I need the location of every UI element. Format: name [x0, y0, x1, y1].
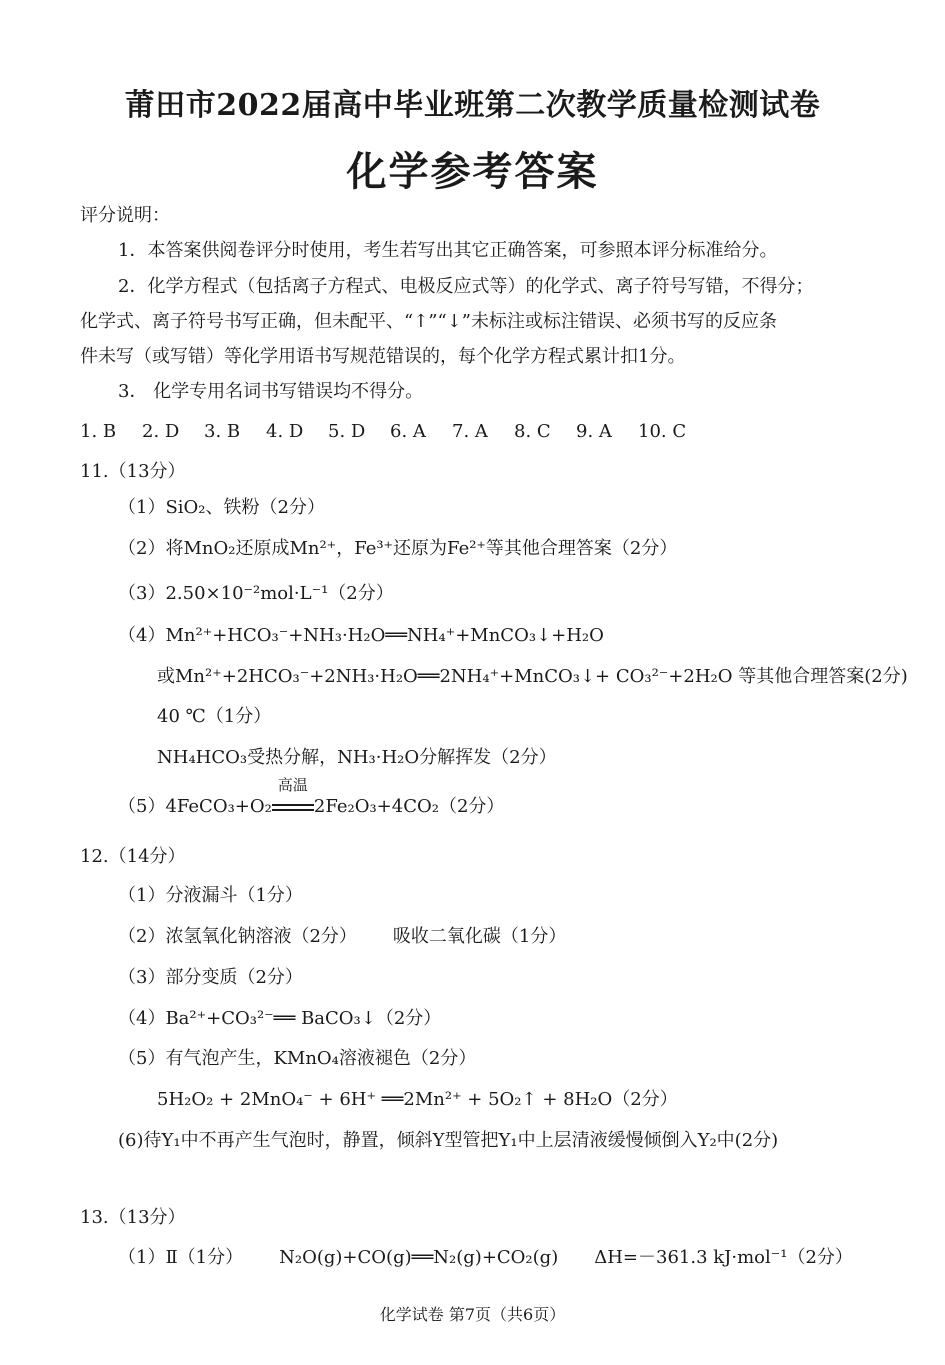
- reaction-condition: [272, 776, 314, 819]
- equals-sign: [272, 804, 314, 811]
- q11-answer-4-alt: 或Mn²⁺+2HCO₃⁻+2NH₃·H₂O══2NH₄⁺+MnCO₃↓+ CO₃²⁻+2H₂O 等其他合理答案(2分): [157, 666, 908, 687]
- q12-answer-2b: 吸收二氧化碳（1分）: [392, 926, 567, 947]
- page-subtitle: 化学参考答案: [346, 148, 599, 195]
- choice-answer: 10. C: [638, 421, 687, 442]
- choice-answer: 8. C: [514, 421, 551, 442]
- q12-answer-2a: （2）浓氢氧化钠溶液（2分）: [118, 926, 357, 947]
- choice-answer: 9. A: [576, 421, 612, 442]
- q11-answer-2: （2）将MnO₂还原成Mn²⁺，Fe³⁺还原为Fe²⁺等其他合理答案（2分）: [118, 538, 678, 559]
- equation-right: 2Fe₂O₃+4CO₂（2分）: [313, 796, 505, 817]
- q11-heading: 11.（13分）: [80, 461, 186, 482]
- page-title: 莆田市2022届高中毕业班第二次教学质量检测试卷: [124, 88, 821, 123]
- q12-answer-5: （5）有气泡产生，KMnO₄溶液褪色（2分）: [118, 1048, 477, 1069]
- condition-label: 高温: [277, 776, 308, 794]
- choice-answer: 5. D: [328, 421, 366, 442]
- q11-answer-3: （3）2.50×10⁻²mol·L⁻¹（2分）: [118, 583, 394, 604]
- q11-answer-4-reason: NH₄HCO₃受热分解，NH₃·H₂O分解挥发（2分）: [157, 747, 557, 768]
- q13-answer-1b: N₂O(g)+CO(g)══N₂(g)+CO₂(g): [279, 1247, 559, 1268]
- note-1: 1．本答案供阅卷评分时使用，考生若写出其它正确答案，可参照本评分标准给分。: [118, 240, 778, 261]
- q11-answer-5: [118, 776, 505, 819]
- choice-answers: [80, 420, 700, 444]
- q11-answer-1: （1）SiO₂、铁粉（2分）: [118, 497, 325, 518]
- q12-answer-5-equation: 5H₂O₂ + 2MnO₄⁻ + 6H⁺ ══2Mn²⁺ + 5O₂↑ + 8H₂O（2分）: [157, 1089, 678, 1110]
- page-footer: 化学试卷 第7页（共6页）: [379, 1305, 566, 1324]
- note-2-end: 件未写（或写错）等化学用语书写规范错误的，每个化学方程式累计扣1分。: [80, 346, 686, 367]
- note-2: 2．化学方程式（包括离子方程式、电极反应式等）的化学式、离子符号写错，不得分；: [118, 276, 814, 297]
- note-2-cont: 化学式、离子符号书写正确，但未配平、“↑”“↓”未标注或标注错误、必须书写的反应条: [80, 311, 777, 332]
- choice-answer: 1. B: [80, 421, 117, 442]
- q11-answer-4-temp: 40 ℃（1分）: [157, 706, 272, 727]
- q12-answer-4: （4）Ba²⁺+CO₃²⁻══ BaCO₃↓（2分）: [118, 1008, 442, 1029]
- q13-answer-1: [118, 1246, 853, 1270]
- q12-answer-6: (6)待Y₁中不再产生气泡时，静置，倾斜Y型管把Y₁中上层清液缓慢倾倒入Y₂中(2分): [118, 1130, 779, 1151]
- choice-answer: 7. A: [452, 421, 488, 442]
- q13-answer-1c: ΔH=－361.3 kJ·mol⁻¹（2分）: [594, 1247, 853, 1268]
- equation-left: （5）4FeCO₃+O₂: [118, 796, 272, 817]
- choice-answer: 3. B: [204, 421, 241, 442]
- q12-answer-3: （3）部分变质（2分）: [118, 967, 303, 988]
- q13-answer-1a: （1）Ⅱ（1分）: [118, 1247, 244, 1268]
- scoring-heading: 评分说明：: [80, 205, 170, 226]
- q12-answer-2: [118, 925, 566, 949]
- note-3: 3． 化学专用名词书写错误均不得分。: [118, 381, 424, 402]
- q13-heading: 13.（13分）: [80, 1207, 186, 1228]
- choice-answer: 4. D: [266, 421, 304, 442]
- q11-answer-4: （4）Mn²⁺+HCO₃⁻+NH₃·H₂O══NH₄⁺+MnCO₃↓+H₂O: [118, 625, 604, 646]
- choice-answer: 2. D: [142, 421, 180, 442]
- choice-answer: 6. A: [390, 421, 426, 442]
- q12-answer-1: （1）分液漏斗（1分）: [118, 885, 303, 906]
- q12-heading: 12.（14分）: [80, 846, 186, 867]
